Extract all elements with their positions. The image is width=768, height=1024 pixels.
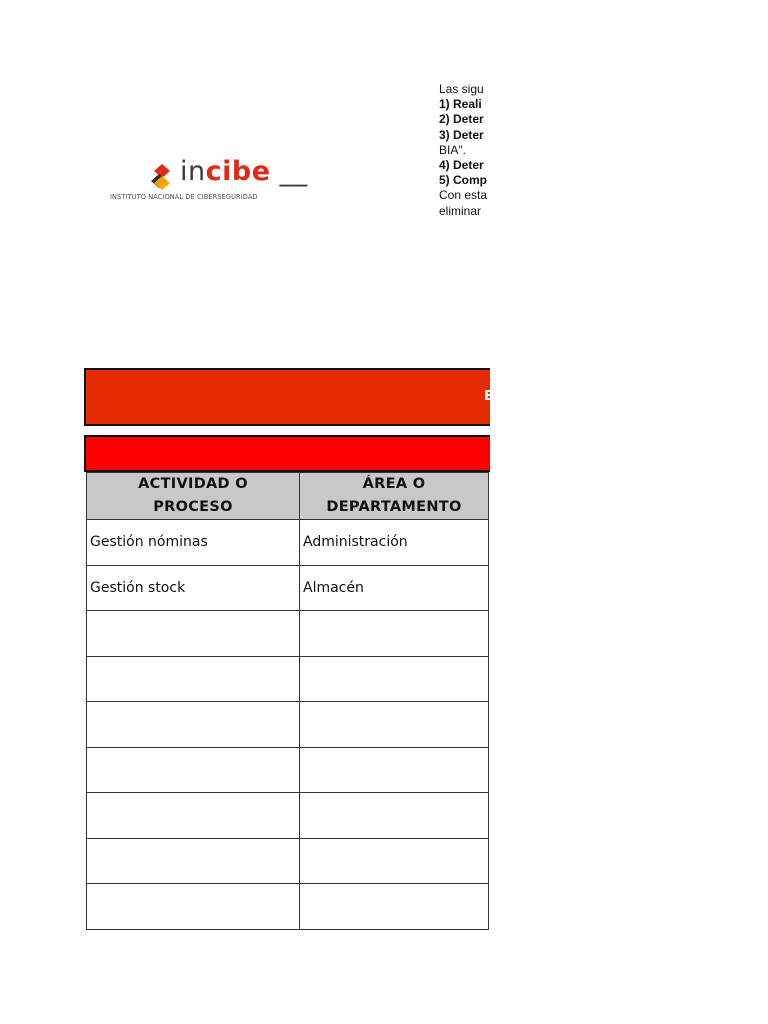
instruction-step-1: 1) Reali bbox=[439, 97, 482, 112]
instruction-line: BIA". bbox=[439, 142, 466, 157]
cell-activity[interactable] bbox=[87, 747, 300, 793]
table-row bbox=[87, 611, 489, 657]
column-header-area: ÁREA O DEPARTAMENTO bbox=[300, 473, 489, 520]
cell-activity[interactable] bbox=[87, 838, 300, 884]
table-title-text: E bbox=[484, 389, 493, 404]
cell-area[interactable]: Almacén bbox=[300, 565, 489, 611]
column-header-activity: ACTIVIDAD O PROCESO bbox=[87, 473, 300, 520]
table-row bbox=[87, 747, 489, 793]
instruction-step-2: 2) Deter bbox=[439, 112, 484, 127]
cell-activity[interactable] bbox=[87, 702, 300, 748]
instruction-line: Con esta bbox=[439, 188, 488, 203]
cell-activity[interactable] bbox=[87, 884, 300, 930]
cell-area[interactable] bbox=[300, 838, 489, 884]
incibe-diamond-icon bbox=[150, 164, 174, 192]
instruction-line: Las sigu bbox=[439, 82, 484, 96]
table-header-row bbox=[87, 473, 489, 520]
table-row bbox=[87, 884, 489, 930]
cell-activity[interactable] bbox=[87, 793, 300, 839]
instruction-line: eliminar bbox=[439, 203, 482, 218]
cell-area[interactable] bbox=[300, 702, 489, 748]
incibe-logo bbox=[110, 156, 360, 208]
instruction-step-5: 5) Comp bbox=[439, 173, 487, 188]
cell-area[interactable] bbox=[300, 611, 489, 657]
table-row bbox=[87, 793, 489, 839]
instructions-text bbox=[439, 82, 489, 219]
table-row bbox=[87, 702, 489, 748]
cell-activity[interactable] bbox=[87, 656, 300, 702]
table-row bbox=[87, 565, 489, 611]
cell-area[interactable] bbox=[300, 793, 489, 839]
table-row bbox=[87, 520, 489, 566]
cell-area[interactable] bbox=[300, 747, 489, 793]
table-subtitle-bar bbox=[84, 435, 490, 472]
table-row bbox=[87, 838, 489, 884]
cell-area[interactable] bbox=[300, 884, 489, 930]
table-row bbox=[87, 656, 489, 702]
cell-activity[interactable] bbox=[87, 611, 300, 657]
cell-activity[interactable]: Gestión stock bbox=[87, 565, 300, 611]
instruction-step-3: 3) Deter bbox=[439, 127, 484, 142]
cell-activity[interactable]: Gestión nóminas bbox=[87, 520, 300, 566]
cell-area[interactable] bbox=[300, 656, 489, 702]
table-title-bar bbox=[84, 368, 493, 426]
logo-wordmark: incibe __ bbox=[180, 156, 308, 187]
logo-subtitle: INSTITUTO NACIONAL DE CIBERSEGURIDAD bbox=[110, 193, 258, 201]
bia-activities-table bbox=[86, 472, 489, 930]
cell-area[interactable]: Administración bbox=[300, 520, 489, 566]
instruction-step-4: 4) Deter bbox=[439, 158, 484, 173]
